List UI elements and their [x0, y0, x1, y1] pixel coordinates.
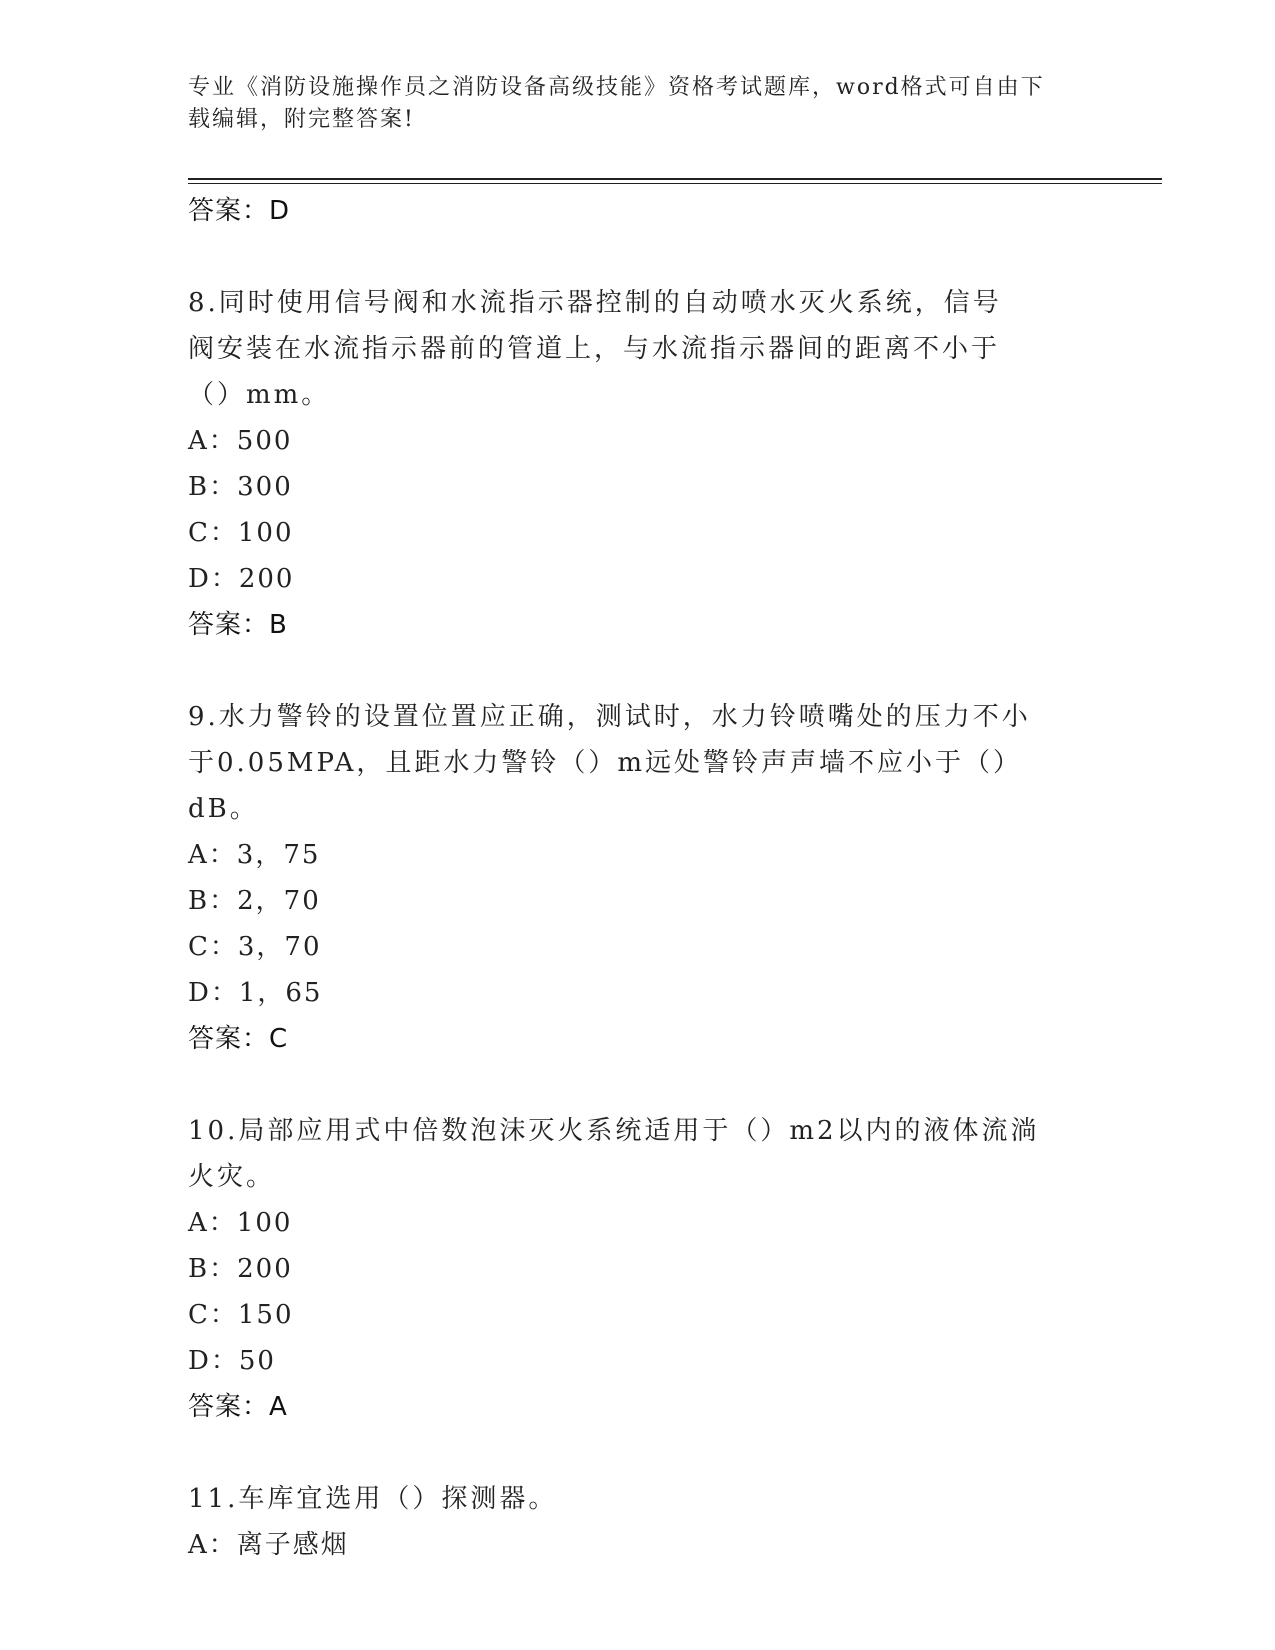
header-divider-thin: [188, 183, 1162, 184]
option-c: C：100: [188, 518, 294, 548]
option-d: D：1，65: [188, 978, 323, 1008]
question-block: [188, 1108, 1088, 1430]
option-d: D：200: [188, 564, 295, 594]
question-list: [188, 188, 1088, 1568]
answer-line: 答案：B: [188, 610, 288, 640]
answer-line: 答案：C: [188, 1024, 289, 1054]
question-block: [188, 1476, 1088, 1568]
option-a: A：离子感烟: [188, 1530, 349, 1560]
option-c: C：3，70: [188, 932, 322, 962]
document-header: 专业《消防设施操作员之消防设备高级技能》资格考试题库，word格式可自由下载编辑，附完整答案!: [188, 75, 1045, 132]
question-text: 10.局部应用式中倍数泡沫灭火系统适用于（）m2以内的液体流淌火灾。: [188, 1116, 1040, 1192]
answer-line: 答案：D: [188, 196, 291, 226]
option-a: A：3，75: [188, 840, 321, 870]
question-text: 8.同时使用信号阀和水流指示器控制的自动喷水灭火系统，信号阀安装在水流指示器前的管道上，与水流指示器间的距离不小于（）mm。: [188, 288, 1002, 410]
option-a: A：500: [188, 426, 293, 456]
option-d: D：50: [188, 1346, 276, 1376]
question-block: [188, 694, 1088, 1062]
option-b: B：200: [188, 1254, 293, 1284]
header-divider-thick: [188, 178, 1162, 180]
option-b: B：2，70: [188, 886, 321, 916]
question-block: [188, 280, 1088, 648]
question-text: 11.车库宜选用（）探测器。: [188, 1484, 558, 1514]
option-a: A：100: [188, 1208, 293, 1238]
question-text: 9.水力警铃的设置位置应正确，测试时，水力铃喷嘴处的压力不小于0.05MPA，且距水力警铃（）m远处警铃声声墙不应小于（）dB。: [188, 702, 1031, 824]
answer-line: 答案：A: [188, 1392, 288, 1422]
option-b: B：300: [188, 472, 293, 502]
option-c: C：150: [188, 1300, 294, 1330]
